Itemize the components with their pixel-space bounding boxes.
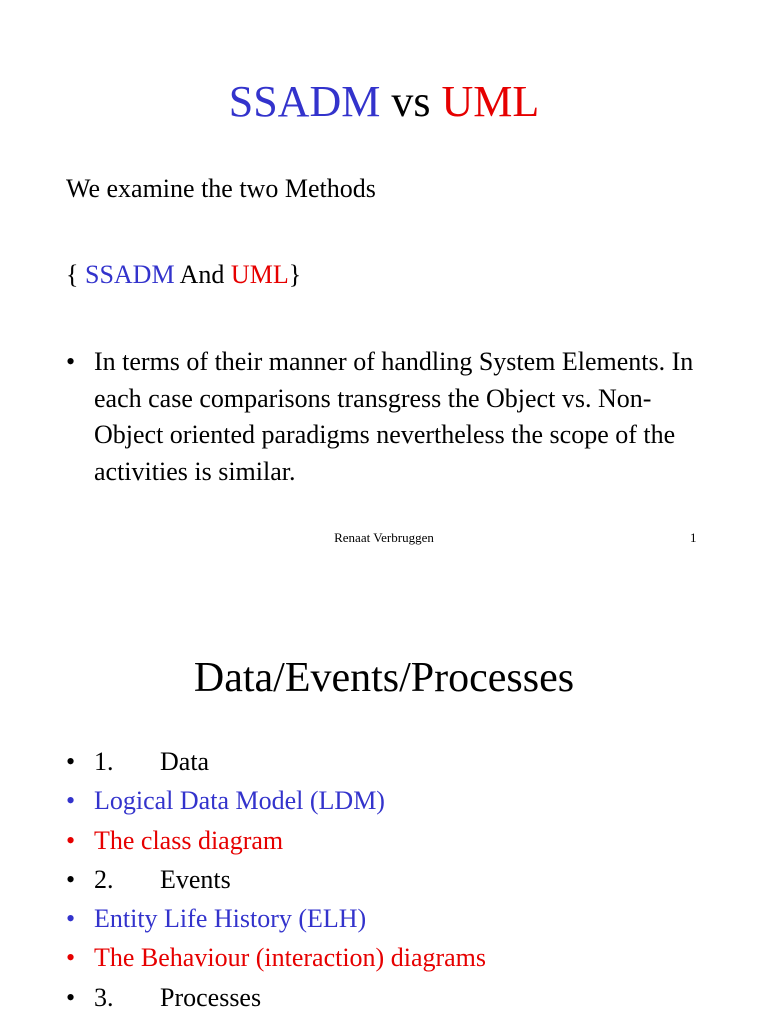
list-item (66, 978, 746, 1017)
title-uml: UML (441, 77, 540, 126)
slide-2-title: Data/Events/Processes (193, 655, 575, 701)
item-label: The Behaviour (interaction) diagrams (94, 943, 487, 973)
bullet-dot: • (66, 825, 76, 855)
item-label: Processes (160, 982, 262, 1012)
methods-braces (66, 258, 301, 292)
bullet-dot: • (66, 347, 76, 376)
list-item (66, 899, 746, 938)
bullet-paragraph (66, 344, 716, 490)
topic-list (66, 742, 746, 1017)
slide-2 (0, 580, 768, 1024)
brace-ssadm: SSADM (84, 260, 175, 289)
bullet-dot: • (66, 747, 76, 776)
brace-open: { (66, 260, 85, 289)
brace-and: And (174, 260, 231, 289)
item-label: Events (160, 864, 231, 894)
list-item (66, 860, 746, 899)
title-ssadm: SSADM (228, 77, 381, 126)
list-item (66, 821, 746, 860)
brace-uml: UML (230, 260, 289, 289)
item-label: Logical Data Model (LDM) (94, 786, 385, 816)
list-item (66, 742, 746, 781)
title-vs: vs (380, 77, 442, 126)
intro-text: We examine the two Methods (66, 174, 376, 203)
bullet-dot: • (66, 982, 76, 1012)
slide-1-title (0, 76, 768, 128)
brace-close: } (288, 260, 302, 289)
item-label: Entity Life History (ELH) (94, 904, 367, 934)
bullet-dot: • (66, 786, 76, 816)
item-number: 1. (94, 747, 114, 776)
bullet-dot: • (66, 864, 76, 894)
item-label: Data (160, 747, 210, 776)
bullet-dot: • (66, 943, 76, 973)
footer-author: Renaat Verbruggen (334, 530, 434, 545)
item-label: The class diagram (94, 825, 284, 855)
footer-page-number: 1 (690, 530, 697, 545)
item-number: 3. (94, 982, 114, 1012)
list-item (66, 938, 746, 977)
bullet-text: In terms of their manner of handling System Elements. In each case comparisons transgress the Object vs. Non-Object oriented paradigms nevertheless the scope of the activities is similar. (94, 347, 694, 486)
bullet-dot: • (66, 904, 76, 934)
item-number: 2. (94, 864, 114, 894)
list-item (66, 781, 746, 820)
